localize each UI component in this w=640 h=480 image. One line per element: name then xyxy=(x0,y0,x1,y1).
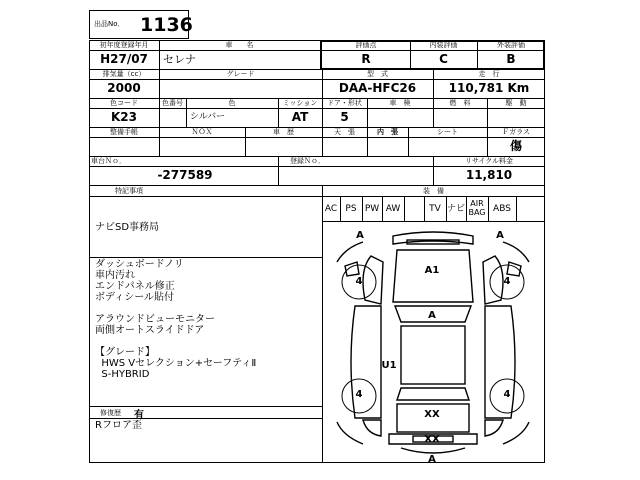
label-interior-trim: 内 張 xyxy=(377,128,398,136)
rear-glass xyxy=(397,388,469,400)
label-sunroof: 天 張 xyxy=(334,128,355,136)
remark-line: S-HYBRID xyxy=(95,369,150,380)
roof xyxy=(401,326,465,384)
label-color-no: 色番号 xyxy=(162,99,183,107)
lot-box xyxy=(89,10,193,39)
remark-line: ダッシュボードノリ xyxy=(95,259,184,270)
label-displacement: 排気量（cc） xyxy=(102,70,146,78)
label-first-reg: 初年度登録年月 xyxy=(99,41,149,49)
lot-number: 1136 xyxy=(140,14,193,36)
mark-tire-rr: 4 xyxy=(503,389,511,400)
equipment-item: AIR BAG xyxy=(468,199,486,217)
label-transmission: ミッション xyxy=(282,99,318,107)
remarks-block xyxy=(95,259,320,380)
right-side-rear xyxy=(485,420,503,436)
remark-line xyxy=(95,303,320,314)
remark-line: 車内汚れ xyxy=(95,270,135,281)
mark-roof: A xyxy=(428,310,436,321)
mark-front-left: A xyxy=(356,230,364,241)
label-interior: 内装評価 xyxy=(429,41,458,49)
lot-label: 出品No． xyxy=(94,20,125,28)
label-doors: ドア・形状 xyxy=(327,99,362,107)
equipment-item: PW xyxy=(364,204,380,214)
mark-hood: A1 xyxy=(424,265,440,276)
front-corner-right xyxy=(503,242,529,262)
equipment-item: AW xyxy=(385,204,401,214)
label-color-code: 色コード xyxy=(110,99,138,107)
repair-note: Rフロア歪 xyxy=(95,420,142,431)
label-color: 色 xyxy=(228,99,236,107)
label-manual: 整備手帳 xyxy=(110,128,138,136)
equipment-item: PS xyxy=(345,204,357,214)
value-color: シルバー xyxy=(190,112,226,122)
rear-corner-left xyxy=(337,422,363,444)
label-repair: 修復歴 xyxy=(100,409,121,417)
value-car-name: セレナ xyxy=(163,53,196,66)
value-recycle: 11,810 xyxy=(465,168,513,182)
left-side-rear xyxy=(363,420,381,436)
mirror-right xyxy=(507,262,521,276)
label-history: 車 歴 xyxy=(273,128,294,136)
value-interior: C xyxy=(439,52,448,66)
remark-line: 【グレード】 xyxy=(95,347,155,358)
value-score: R xyxy=(361,52,371,66)
car-diagram xyxy=(323,222,544,462)
label-nox: ＮＯＸ xyxy=(191,128,213,136)
mark-rear-bumper: XX xyxy=(424,434,440,445)
label-remarks: 特記事項 xyxy=(115,187,143,195)
mark-side-left: U1 xyxy=(381,360,397,371)
remark-line: アラウンドビューモニター xyxy=(95,314,215,325)
equipment-item: ナビ xyxy=(446,204,465,214)
label-recycle: リサイクル料金 xyxy=(464,157,514,165)
value-color-code: K23 xyxy=(111,110,137,124)
label-score: 評価点 xyxy=(355,41,377,49)
label-equipment: 装 備 xyxy=(423,187,444,195)
label-drive: 駆 動 xyxy=(505,99,527,107)
equipment-item: ABS xyxy=(493,204,511,214)
rear-bottom xyxy=(401,448,465,453)
label-f-glass: Ｆガラス xyxy=(502,128,530,136)
label-mileage: 走 行 xyxy=(478,70,500,78)
mark-rear-bottom: A xyxy=(428,454,436,465)
value-f-glass: 傷 xyxy=(509,139,522,153)
value-chassis-no: -277589 xyxy=(157,168,213,182)
equipment-item: TV xyxy=(429,204,441,214)
rear-corner-right xyxy=(503,422,529,444)
value-model: DAA-HFC26 xyxy=(338,81,417,95)
equipment-item: AC xyxy=(324,204,338,214)
remarks-line1: ナビSD事務局 xyxy=(95,222,160,233)
mark-tire-fr: 4 xyxy=(503,276,511,287)
mirror-left xyxy=(345,262,359,276)
value-doors: 5 xyxy=(340,110,349,124)
value-displacement: 2000 xyxy=(107,81,141,95)
label-fuel: 燃 料 xyxy=(449,99,471,107)
label-car-name: 車 名 xyxy=(225,41,254,49)
mark-tire-fl: 4 xyxy=(355,276,363,287)
label-model: 型 式 xyxy=(367,70,388,78)
label-reg-no: 登録Ｎｏ． xyxy=(290,157,325,165)
value-exterior: B xyxy=(506,52,516,66)
value-repair: 有 xyxy=(134,410,144,421)
remark-line: 両側オートスライドドア xyxy=(95,325,205,336)
value-transmission: AT xyxy=(291,110,309,124)
right-side-body xyxy=(485,306,515,418)
mark-front-right: A xyxy=(496,230,504,241)
remark-line xyxy=(95,336,320,347)
remark-line: ボディシール貼付 xyxy=(95,292,174,303)
front-bumper xyxy=(393,232,473,244)
value-first-reg: H27/07 xyxy=(100,52,148,66)
label-exterior: 外装評価 xyxy=(497,41,525,49)
mark-rear-floor: XX xyxy=(424,409,440,420)
remark-line: エンドパネル修正 xyxy=(95,281,175,292)
mark-tire-rl: 4 xyxy=(355,389,363,400)
front-corner-left xyxy=(337,242,363,262)
label-chassis-no: 車台Ｎｏ． xyxy=(91,157,126,165)
label-inspection: 車 検 xyxy=(389,99,411,107)
label-seat: シート xyxy=(437,128,458,136)
value-mileage: 110,781 Km xyxy=(448,81,530,95)
remark-line: HWS Vセレクション+セーフティⅡ xyxy=(95,358,257,369)
label-grade: グレード xyxy=(226,70,255,78)
